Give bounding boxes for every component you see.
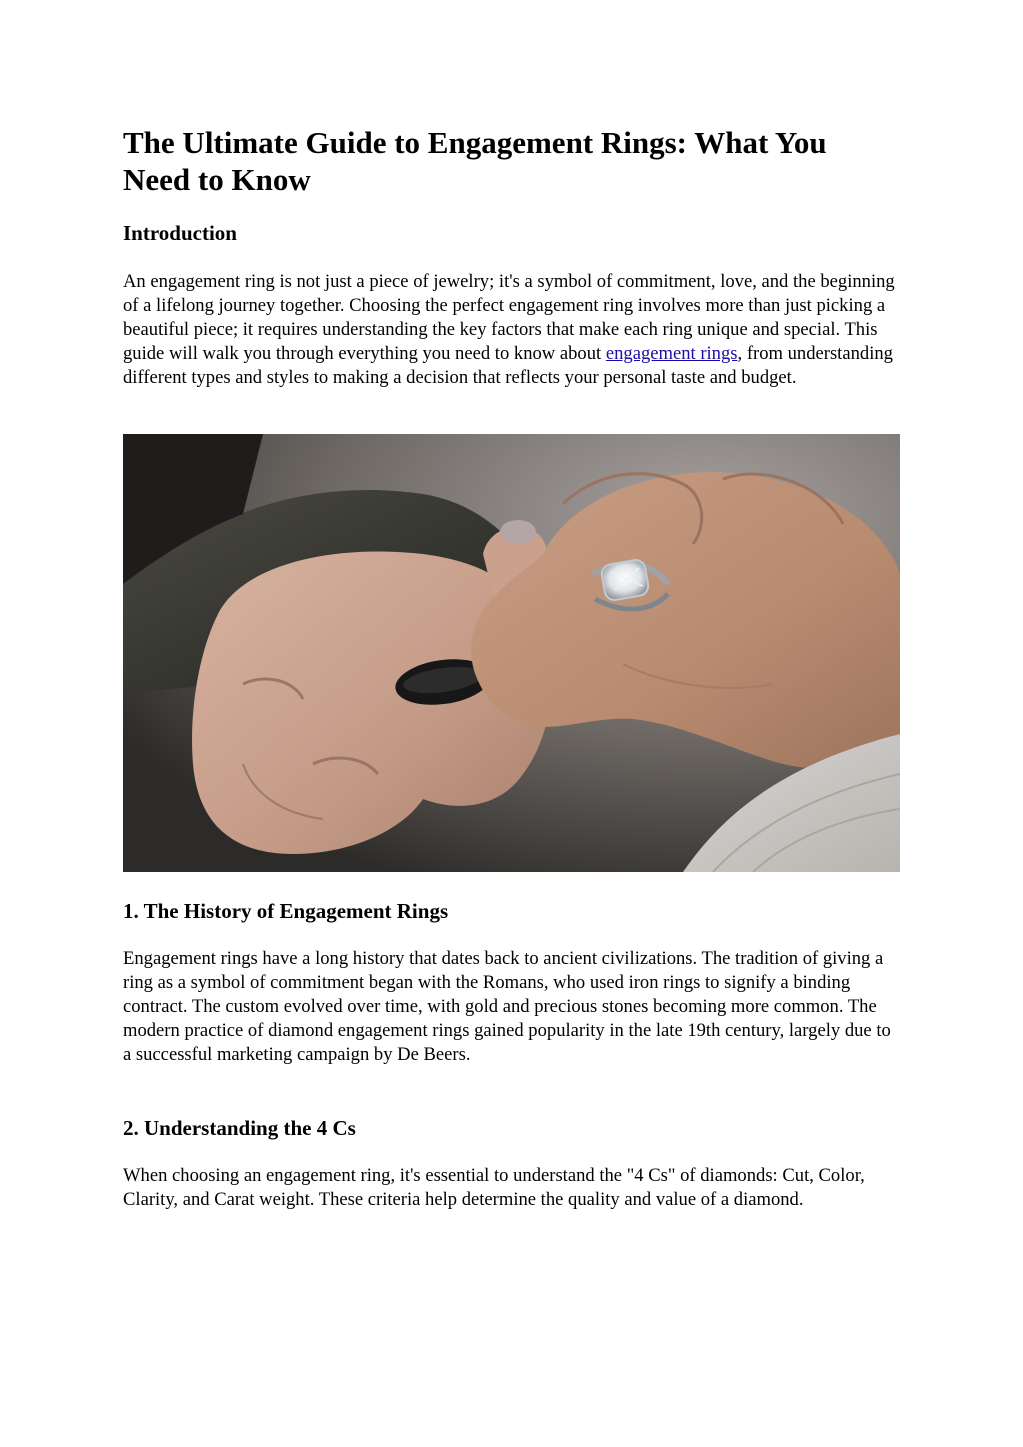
introduction-paragraph — [123, 270, 901, 390]
engagement-rings-link[interactable]: engagement rings — [605, 343, 738, 364]
four-cs-paragraph: When choosing an engagement ring, it's essential to understand the "4 Cs" of diamonds: Cut, Color, Clarity, and Carat weight. These criteria help determine the quality and value of a diamond. — [123, 1165, 865, 1210]
introduction-text-after-link: , from understanding different types and styles to making a decision that reflects your personal taste and budget. — [123, 343, 893, 388]
article-title: The Ultimate Guide to Engagement Rings: What You Need to Know — [123, 125, 827, 197]
history-heading: 1. The History of Engagement Rings — [123, 899, 449, 923]
four-cs-heading: 2. Understanding the 4 Cs — [123, 1116, 356, 1140]
hands-with-rings-photo — [123, 434, 900, 872]
introduction-text-before-link: An engagement ring is not just a piece of jewelry; it's a symbol of commitment, love, and the beginning of a lifelong journey together. Choosing the perfect engagement ring involves more than just picking a beautiful piece; it requires understanding the key factors that make each ring unique and special. This guide will walk you through everything you need to know about — [123, 271, 895, 364]
history-paragraph: Engagement rings have a long history that dates back to ancient civilizations. The tradition of giving a ring as a symbol of commitment began with the Romans, who used iron rings to signify a binding contract. The custom evolved over time, with gold and precious stones becoming more common. The modern practice of diamond engagement rings gained popularity in the late 19th century, largely due to a successful marketing campaign by De Beers. — [123, 948, 891, 1065]
introduction-heading: Introduction — [123, 221, 237, 245]
